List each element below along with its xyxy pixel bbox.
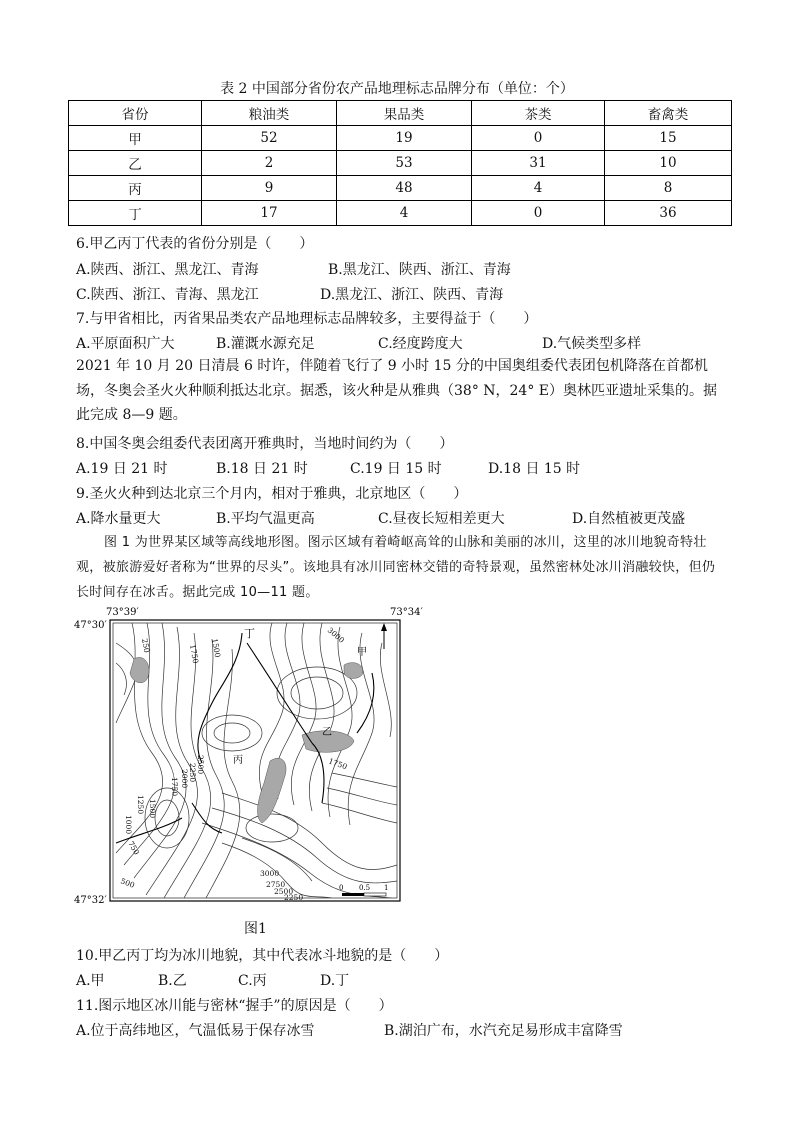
scale-label: 0 — [339, 884, 344, 892]
map-frame — [110, 620, 400, 901]
table-cell: 17 — [202, 201, 337, 226]
question-8-stem: 8.中国冬奥会组委代表团离开雅典时，当地时间约为（ ） — [76, 436, 454, 452]
table-row — [69, 201, 732, 226]
table-cell: 48 — [337, 176, 472, 201]
intro-10-11-text: 图 1 为世界某区域等高线地形图。图示区域有着崎岖高耸的山脉和美丽的冰川，这里的冰川地貌奇特壮观，被旅游爱好者称为“世界的尽头”。该地具有冰川同密林交错的奇特景观，虽然密林处冰川消融较快，但仍长时间存在冰舌。据此完成 10—11 题。 — [76, 535, 716, 600]
contour-label: 2500 — [196, 755, 205, 775]
table-cell: 2 — [202, 151, 337, 176]
q10-option-c[interactable]: C.丙 — [238, 973, 267, 989]
q9-option-d[interactable]: D.自然植被更茂盛 — [572, 511, 686, 527]
q6-option-d[interactable]: D.黑龙江、浙江、陕西、青海 — [320, 287, 504, 303]
lat-label-top: 47°30′ — [74, 620, 107, 631]
contour-map — [72, 603, 423, 915]
glacier-jia — [344, 663, 363, 679]
contour-label: 1500 — [210, 637, 223, 659]
q10-option-a[interactable]: A.甲 — [76, 973, 105, 989]
contour-label: 3000 — [325, 625, 347, 645]
table-header-row — [69, 101, 732, 126]
q10-option-d[interactable]: D.丁 — [320, 973, 350, 989]
q7-option-b[interactable]: B.灌溉水源充足 — [216, 336, 315, 352]
contour-label: 1000 — [124, 815, 133, 835]
intro-8-9: 2021 年 10 月 20 日清晨 6 时许，伴随着飞行了 9 小时 15 分的中国奥组委代表团包机降落在首都机场，冬奥会圣火火种顺利抵达北京。据悉，该火种是从雅典（38° N，24° E）奥林匹亚遗址采集的。据此完成 8—9 题。 — [76, 358, 717, 423]
north-arrow-icon — [381, 623, 387, 649]
river — [247, 643, 312, 743]
contour-label: 2250 — [284, 893, 304, 902]
contour-label: 1500 — [148, 799, 157, 819]
label-ding: 丁 — [244, 627, 255, 640]
table-header-cell: 畜禽类 — [605, 101, 732, 126]
river — [192, 803, 222, 833]
table-cell: 31 — [472, 151, 605, 176]
scale-label: 1 — [384, 884, 389, 892]
contour-label: 3000 — [260, 869, 280, 878]
contour-label: 1750 — [170, 777, 179, 797]
q6-option-b[interactable]: B.黑龙江、陕西、浙江、青海 — [328, 262, 511, 278]
data-table — [68, 100, 732, 226]
table-cell: 丙 — [69, 176, 202, 201]
label-yi: 乙 — [322, 727, 332, 738]
q10-option-b[interactable]: B.乙 — [158, 973, 187, 989]
table-row — [69, 126, 732, 151]
glacier-bing — [258, 758, 287, 823]
table-header-cell: 茶类 — [472, 101, 605, 126]
table-cell: 9 — [202, 176, 337, 201]
table-row — [69, 176, 732, 201]
table-cell: 4 — [337, 201, 472, 226]
table-cell: 53 — [337, 151, 472, 176]
lat-label-bottom: 47°32′ — [74, 895, 107, 906]
q7-option-d[interactable]: D.气候类型多样 — [542, 336, 642, 352]
label-jia: 甲 — [357, 647, 367, 658]
question-11-stem: 11.图示地区冰川能与密林“握手”的原因是（ ） — [76, 998, 393, 1014]
lon-label-right: 73°34′ — [390, 607, 423, 618]
figure-caption: 图1 — [244, 921, 267, 937]
table-header-cell: 省份 — [69, 101, 202, 126]
contour-label: 1750 — [188, 643, 201, 665]
table-cell: 10 — [605, 151, 732, 176]
table-cell: 乙 — [69, 151, 202, 176]
q6-option-c[interactable]: C.陕西、浙江、青海、黑龙江 — [76, 287, 259, 303]
q6-option-a[interactable]: A.陕西、浙江、黑龙江、青海 — [76, 262, 259, 278]
question-7-stem: 7.与甲省相比，丙省果品类农产品地理标志品牌较多，主要得益于（ ） — [76, 311, 538, 327]
table-cell: 0 — [472, 201, 605, 226]
q8-option-d[interactable]: D.18 日 15 时 — [488, 461, 581, 477]
lon-label-left: 73°39′ — [106, 607, 139, 618]
q11-option-b[interactable]: B.湖泊广布，水汽充足易形成丰富降雪 — [384, 1023, 623, 1039]
q7-option-c[interactable]: C.经度跨度大 — [378, 336, 463, 352]
table-cell: 36 — [605, 201, 732, 226]
table-header-cell: 粮油类 — [202, 101, 337, 126]
table-cell: 甲 — [69, 126, 202, 151]
q8-option-b[interactable]: B.18 日 21 时 — [216, 461, 308, 477]
contour-label: 2250 — [188, 763, 197, 783]
contour-label: 2000 — [180, 769, 189, 789]
glacier-left — [130, 657, 149, 682]
table-cell: 0 — [472, 126, 605, 151]
contour-label: 1250 — [136, 795, 145, 815]
contour-label: 1750 — [327, 756, 349, 772]
q9-option-c[interactable]: C.昼夜长短相差更大 — [378, 511, 505, 527]
label-bing: 丙 — [233, 755, 243, 766]
contour-label: 2500 — [274, 887, 294, 896]
contour-label: 500 — [119, 876, 136, 890]
table-caption: 表 2 中国部分省份农产品地理标志品牌分布（单位：个） — [220, 81, 574, 97]
question-6-stem: 6.甲乙丙丁代表的省份分别是（ ） — [76, 236, 314, 252]
question-10-stem: 10.甲乙丙丁均为冰川地貌，其中代表冰斗地貌的是（ ） — [76, 948, 449, 964]
table-cell: 4 — [472, 176, 605, 201]
table-row — [69, 151, 732, 176]
q9-option-b[interactable]: B.平均气温更高 — [216, 511, 315, 527]
table-cell: 19 — [337, 126, 472, 151]
table-cell: 丁 — [69, 201, 202, 226]
table-header-cell: 果品类 — [337, 101, 472, 126]
contour-label: 250 — [140, 637, 152, 654]
table-cell: 52 — [202, 126, 337, 151]
q9-option-a[interactable]: A.降水量更大 — [76, 511, 161, 527]
scale-label: 0.5 — [359, 884, 371, 892]
q8-option-a[interactable]: A.19 日 21 时 — [76, 461, 168, 477]
intro-10-11 — [76, 530, 728, 605]
contour-label: 750 — [126, 839, 142, 857]
table-cell: 8 — [605, 176, 732, 201]
contour-label: 2750 — [266, 880, 286, 889]
question-9-stem: 9.圣火火种到达北京三个月内，相对于雅典，北京地区（ ） — [76, 486, 468, 502]
scale-bar — [339, 884, 388, 896]
q8-option-c[interactable]: C.19 日 15 时 — [350, 461, 442, 477]
table-cell: 15 — [605, 126, 732, 151]
q7-option-a[interactable]: A.平原面积广大 — [76, 336, 175, 352]
river — [357, 673, 374, 733]
q11-option-a[interactable]: A.位于高纬地区，气温低易于保存冰雪 — [76, 1023, 315, 1039]
